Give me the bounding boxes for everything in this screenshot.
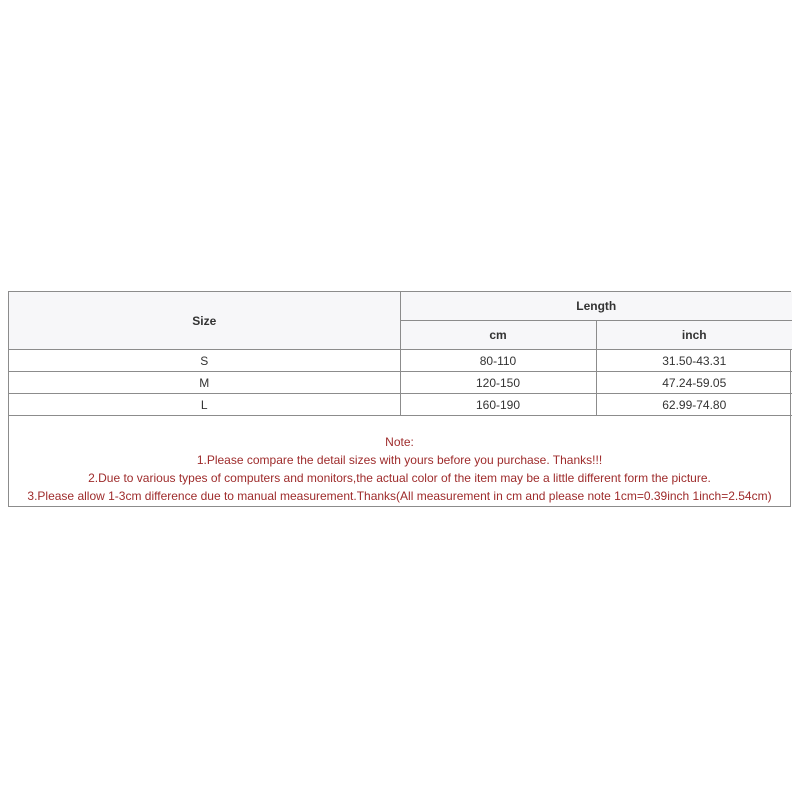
size-cell: M	[9, 372, 400, 394]
size-cell: L	[9, 394, 400, 416]
size-chart	[8, 291, 791, 507]
table-row	[9, 350, 792, 372]
cm-cell: 160-190	[400, 394, 596, 416]
size-header: Size	[9, 292, 400, 350]
cm-cell: 80-110	[400, 350, 596, 372]
note-line-3: 3.Please allow 1-3cm difference due to manual measurement.Thanks(All measurement in cm and please note 1cm=0.39inch 1inch=2.54cm)	[27, 489, 772, 503]
notes-section	[9, 416, 790, 505]
length-header: Length	[400, 292, 792, 321]
note-line-2: 2.Due to various types of computers and monitors,the actual color of the item may be a little different form the picture.	[88, 471, 711, 485]
cm-header: cm	[400, 321, 596, 350]
inch-cell: 62.99-74.80	[596, 394, 792, 416]
inch-header: inch	[596, 321, 792, 350]
size-cell: S	[9, 350, 400, 372]
inch-cell: 47.24-59.05	[596, 372, 792, 394]
size-table	[9, 292, 792, 416]
note-title: Note:	[385, 435, 414, 449]
cm-cell: 120-150	[400, 372, 596, 394]
table-header-row	[9, 292, 792, 321]
table-row	[9, 372, 792, 394]
table-row	[9, 394, 792, 416]
inch-cell: 31.50-43.31	[596, 350, 792, 372]
note-line-1: 1.Please compare the detail sizes with yours before you purchase. Thanks!!!	[196, 453, 603, 467]
